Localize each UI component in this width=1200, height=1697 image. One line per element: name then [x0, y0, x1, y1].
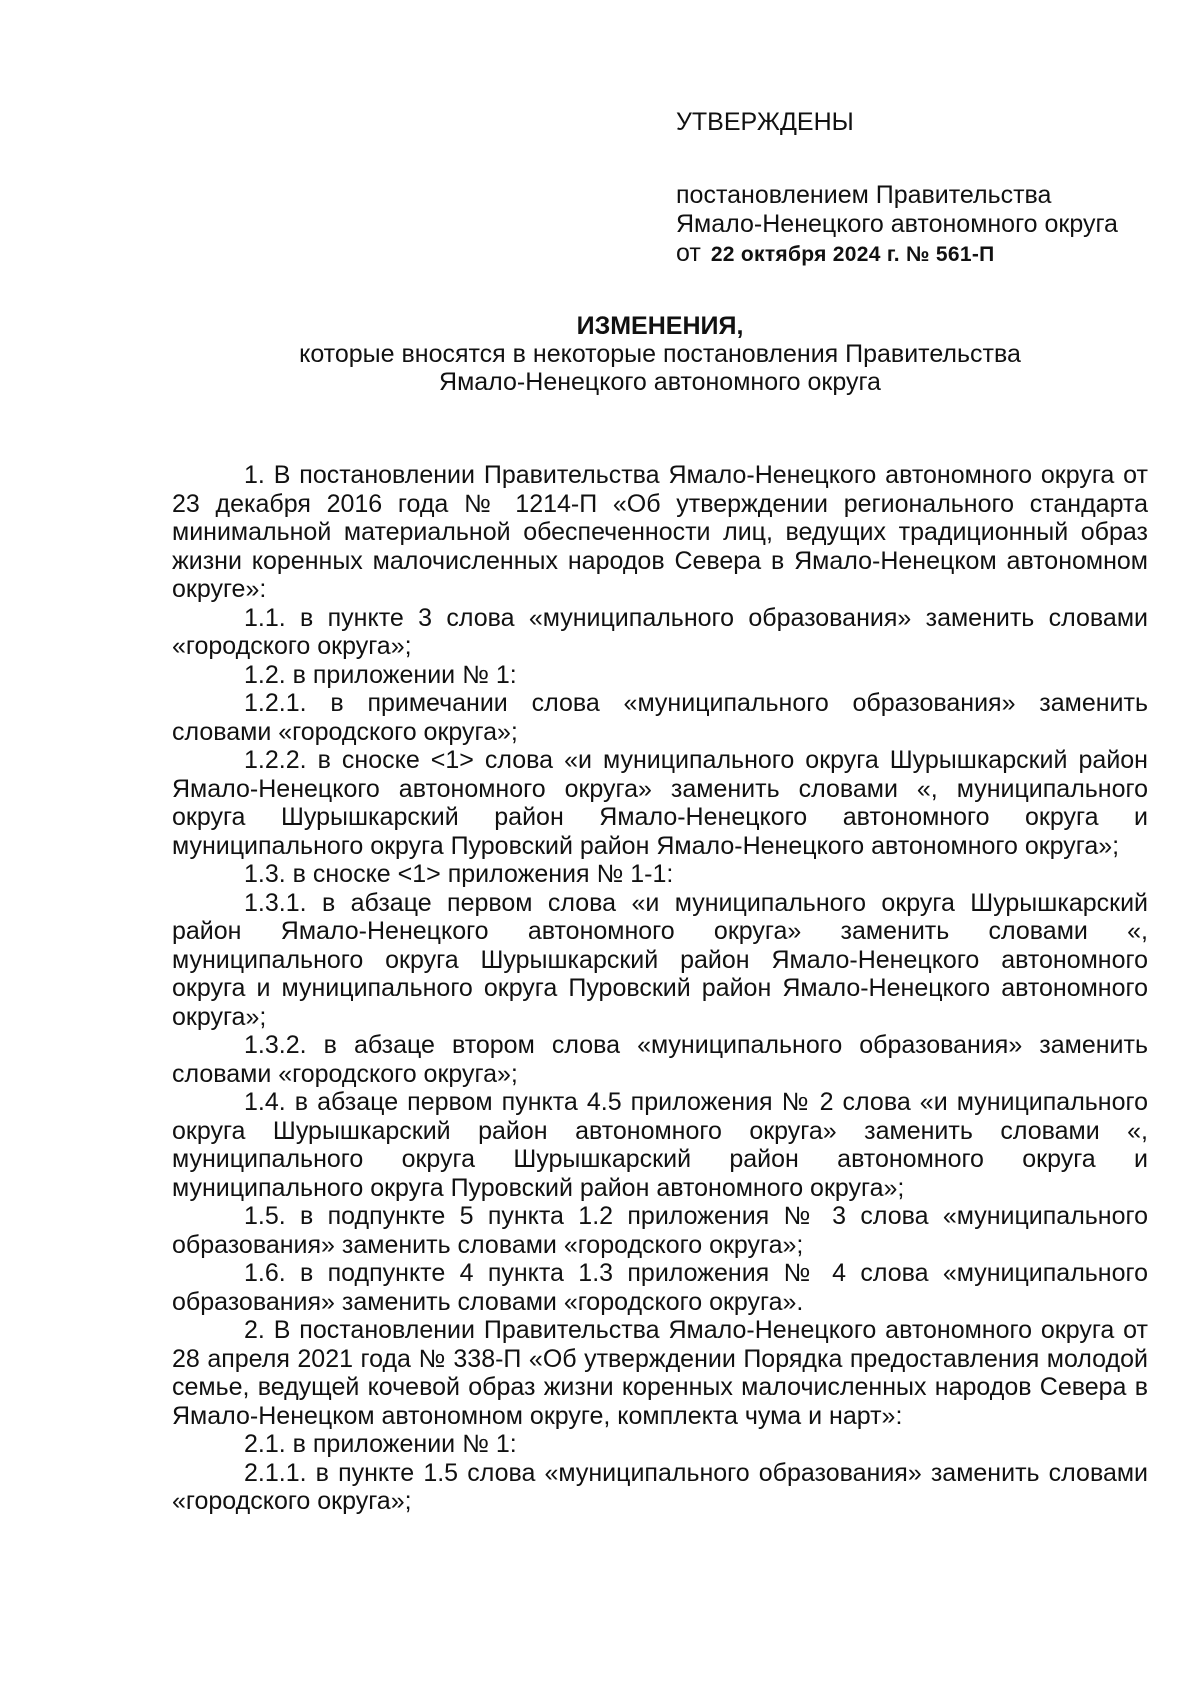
- title-main: ИЗМЕНЕНИЯ,: [576, 312, 744, 340]
- paragraph-1-1: 1.1. в пункте 3 слова «муниципального образования» заменить словами «городского округа»;: [172, 603, 1148, 660]
- paragraph-1-4: 1.4. в абзаце первом пункта 4.5 приложения № 2 слова «и муниципального округа Шурышкарский район автономного округа» заменить словами «, муниципального округа Шурышкарский район автономного округа и муниципального округа Пуровский район автономного округа»;: [172, 1088, 1148, 1202]
- approval-date-line: [676, 239, 1176, 269]
- approval-line-1: постановлением Правительства: [676, 181, 1052, 209]
- paragraph-1-2-2: 1.2.2. в сноске <1> слова «и муниципального округа Шурышкарский район Ямало-Ненецкого автономного округа» заменить словами «, муниципального округа Шурышкарский район Ямало-Ненецкого автономного округа и муниципального округа Пуровский район Ямало-Ненецкого автономного округа»;: [172, 746, 1148, 860]
- approval-line-2: Ямало-Ненецкого автономного округа: [676, 210, 1118, 238]
- approval-date-number: 22 октября 2024 г. № 561-П: [710, 243, 995, 266]
- paragraph-2: 2. В постановлении Правительства Ямало-Ненецкого автономного округа от 28 апреля 2021 года № 338-П «Об утверждении Порядка предоставления молодой семье, ведущей кочевой образ жизни коренных малочисленных народов Севера в Ямало-Ненецком автономном округе, комплекта чума и нарт»:: [172, 1316, 1148, 1430]
- document-title: [172, 312, 1148, 396]
- paragraph-1-2: 1.2. в приложении № 1:: [244, 660, 517, 689]
- document-body: [172, 461, 1148, 1516]
- paragraph-2-1-1: 2.1.1. в пункте 1.5 слова «муниципального образования» заменить словами «городского округа»;: [172, 1458, 1148, 1515]
- paragraph-1-3: 1.3. в сноске <1> приложения № 1-1:: [244, 860, 674, 888]
- paragraph-1-2-1: 1.2.1. в примечании слова «муниципального образования» заменить словами «городского округа»;: [172, 689, 1148, 746]
- approval-date-prefix: от: [676, 239, 701, 267]
- paragraph-1-3-2: 1.3.2. в абзаце втором слова «муниципального образования» заменить словами «городского округа»;: [172, 1031, 1148, 1088]
- paragraph-1-3-1: 1.3.1. в абзаце первом слова «и муниципального округа Шурышкарский район Ямало-Ненецкого автономного округа» заменить словами «, муниципального округа Шурышкарский район Ямало-Ненецкого автономного округа и муниципального округа Пуровский район Ямало-Ненецкого автономного округа»;: [172, 888, 1148, 1031]
- title-subtitle-line-1: которые вносятся в некоторые постановления Правительства: [299, 340, 1021, 368]
- paragraph-1-5: 1.5. в подпункте 5 пункта 1.2 приложения № 3 слова «муниципального образования» заменить словами «городского округа»;: [172, 1202, 1148, 1259]
- paragraph-1: 1. В постановлении Правительства Ямало-Ненецкого автономного округа от 23 декабря 2016 года № 1214-П «Об утверждении регионального стандарта минимальной материальной обеспеченности лиц, ведущих традиционный образ жизни коренных малочисленных народов Севера в Ямало-Ненецком автономном округе»:: [172, 461, 1148, 603]
- approved-heading: УТВЕРЖДЕНЫ: [676, 108, 854, 136]
- approval-block: [676, 108, 1176, 269]
- title-subtitle-line-2: Ямало-Ненецкого автономного округа: [439, 368, 881, 396]
- paragraph-1-6: 1.6. в подпункте 4 пункта 1.3 приложения № 4 слова «муниципального образования» заменить словами «городского округа».: [172, 1259, 1148, 1316]
- paragraph-2-1: 2.1. в приложении № 1:: [244, 1430, 517, 1458]
